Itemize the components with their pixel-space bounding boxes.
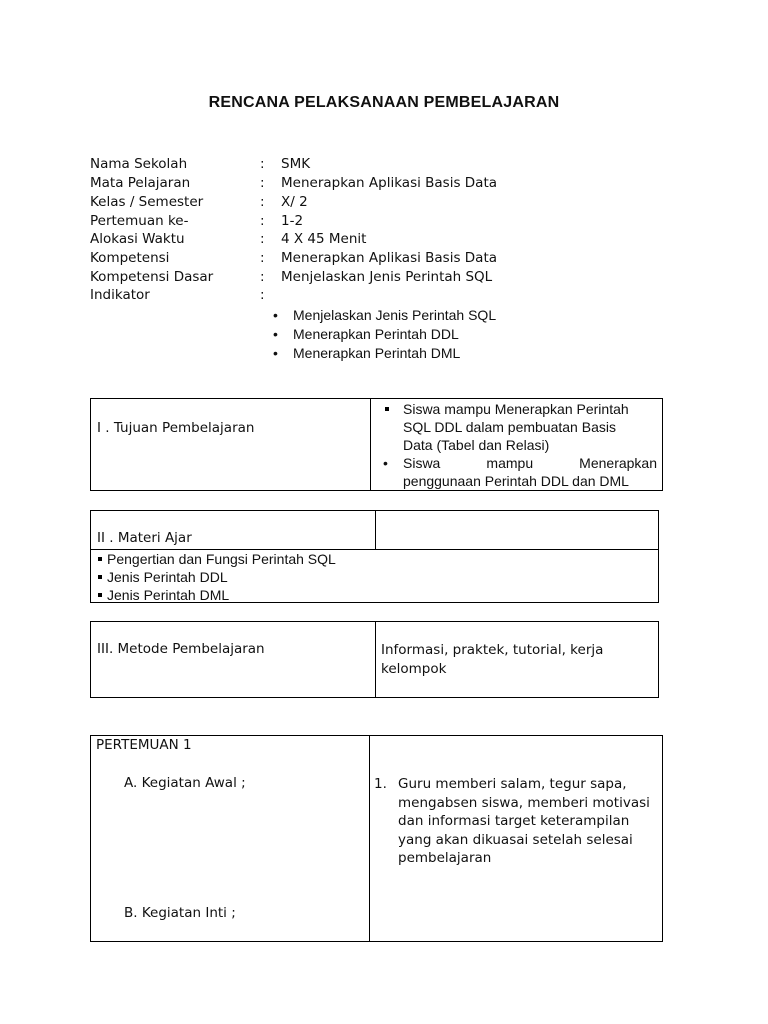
tujuan-item-1 — [375, 400, 657, 454]
materi-item — [98, 586, 336, 604]
kegiatan-awal-steps — [374, 775, 650, 868]
info-value: SMK — [281, 156, 311, 172]
materi-item-text: Pengertian dan Fungsi Perintah SQL — [107, 551, 336, 567]
step-line: pembelajaran — [398, 850, 492, 866]
kegiatan-awal-label: A. Kegiatan Awal ; — [124, 775, 246, 791]
square-bullet-icon — [385, 407, 389, 411]
info-label: Alokasi Waktu — [90, 231, 185, 247]
tujuan-word: Siswa — [403, 455, 441, 471]
info-label: Pertemuan ke- — [90, 213, 189, 229]
info-label: Mata Pelajaran — [90, 175, 191, 191]
indikator-item: • Menjelaskan Jenis Perintah SQL — [271, 306, 496, 325]
metode-line: Informasi, praktek, tutorial, kerja — [381, 642, 604, 658]
metode-table — [90, 621, 659, 698]
materi-item — [98, 550, 336, 568]
materi-item-text: Jenis Perintah DDL — [107, 569, 228, 585]
tujuan-table — [90, 398, 663, 491]
info-value: 4 X 45 Menit — [281, 231, 367, 247]
materi-item — [98, 568, 336, 586]
info-colon: : — [260, 156, 265, 172]
materi-list — [98, 550, 336, 604]
kegiatan-inti-label: B. Kegiatan Inti ; — [124, 905, 236, 921]
indikator-item: • Menerapkan Perintah DML — [271, 344, 496, 363]
info-colon: : — [260, 231, 265, 247]
info-colon: : — [260, 175, 265, 191]
metode-line: kelompok — [381, 661, 447, 677]
tujuan-line: penggunaan Perintah DDL dan DML — [403, 473, 629, 489]
tujuan-line: Data (Tabel dan Relasi) — [403, 437, 550, 453]
info-value: 1-2 — [281, 213, 304, 229]
info-label: Kompetensi — [90, 250, 170, 266]
pertemuan-heading: PERTEMUAN 1 — [96, 737, 192, 753]
tujuan-justified-line — [403, 454, 657, 472]
info-label: Nama Sekolah — [90, 156, 188, 172]
column-divider — [375, 511, 376, 549]
metode-value — [381, 641, 603, 679]
info-label: Kompetensi Dasar — [90, 269, 214, 285]
indikator-item: • Menerapkan Perintah DDL — [271, 325, 496, 344]
square-bullet-icon — [98, 557, 102, 561]
pertemuan-table — [90, 735, 663, 942]
tujuan-item-2 — [375, 454, 657, 490]
document-title: RENCANA PELAKSANAAN PEMBELAJARAN — [208, 94, 560, 111]
info-colon: : — [260, 269, 265, 285]
indikator-list — [271, 306, 496, 363]
step-1 — [374, 775, 650, 868]
info-value: Menerapkan Aplikasi Basis Data — [281, 250, 498, 266]
step-line: yang akan dikuasai setelah selesai — [398, 831, 633, 848]
tujuan-word: mampu — [486, 455, 534, 471]
info-value: X/ 2 — [281, 194, 308, 210]
tujuan-line: Siswa mampu Menerapkan Perintah — [403, 401, 629, 417]
info-value: Menjelaskan Jenis Perintah SQL — [281, 269, 493, 285]
materi-item-text: Jenis Perintah DML — [107, 587, 230, 603]
square-bullet-icon — [98, 575, 102, 579]
step-line: Guru memberi salam, tegur sapa, — [398, 776, 627, 792]
column-divider — [370, 399, 371, 490]
metode-label: III. Metode Pembelajaran — [97, 641, 265, 657]
info-value: Menerapkan Aplikasi Basis Data — [281, 175, 498, 191]
square-bullet-icon — [98, 593, 102, 597]
info-colon: : — [260, 194, 265, 210]
materi-table — [90, 510, 659, 603]
step-line: dan informasi target keterampilan — [398, 813, 630, 829]
info-colon: : — [260, 213, 265, 229]
info-label: Kelas / Semester — [90, 194, 204, 210]
tujuan-content — [375, 400, 657, 490]
bullet-icon: • — [383, 455, 388, 471]
tujuan-line: SQL DDL dalam pembuatan Basis — [403, 419, 616, 435]
tujuan-label: I . Tujuan Pembelajaran — [97, 420, 255, 436]
info-colon: : — [260, 287, 265, 303]
column-divider — [375, 622, 376, 697]
info-colon: : — [260, 250, 265, 266]
tujuan-word: Menerapkan — [579, 455, 657, 471]
info-label: Indikator — [90, 287, 150, 303]
materi-label: II . Materi Ajar — [97, 530, 192, 546]
step-line: mengabsen siswa, memberi motivasi — [398, 794, 650, 811]
column-divider — [369, 736, 370, 941]
step-number: 1. — [374, 776, 387, 792]
